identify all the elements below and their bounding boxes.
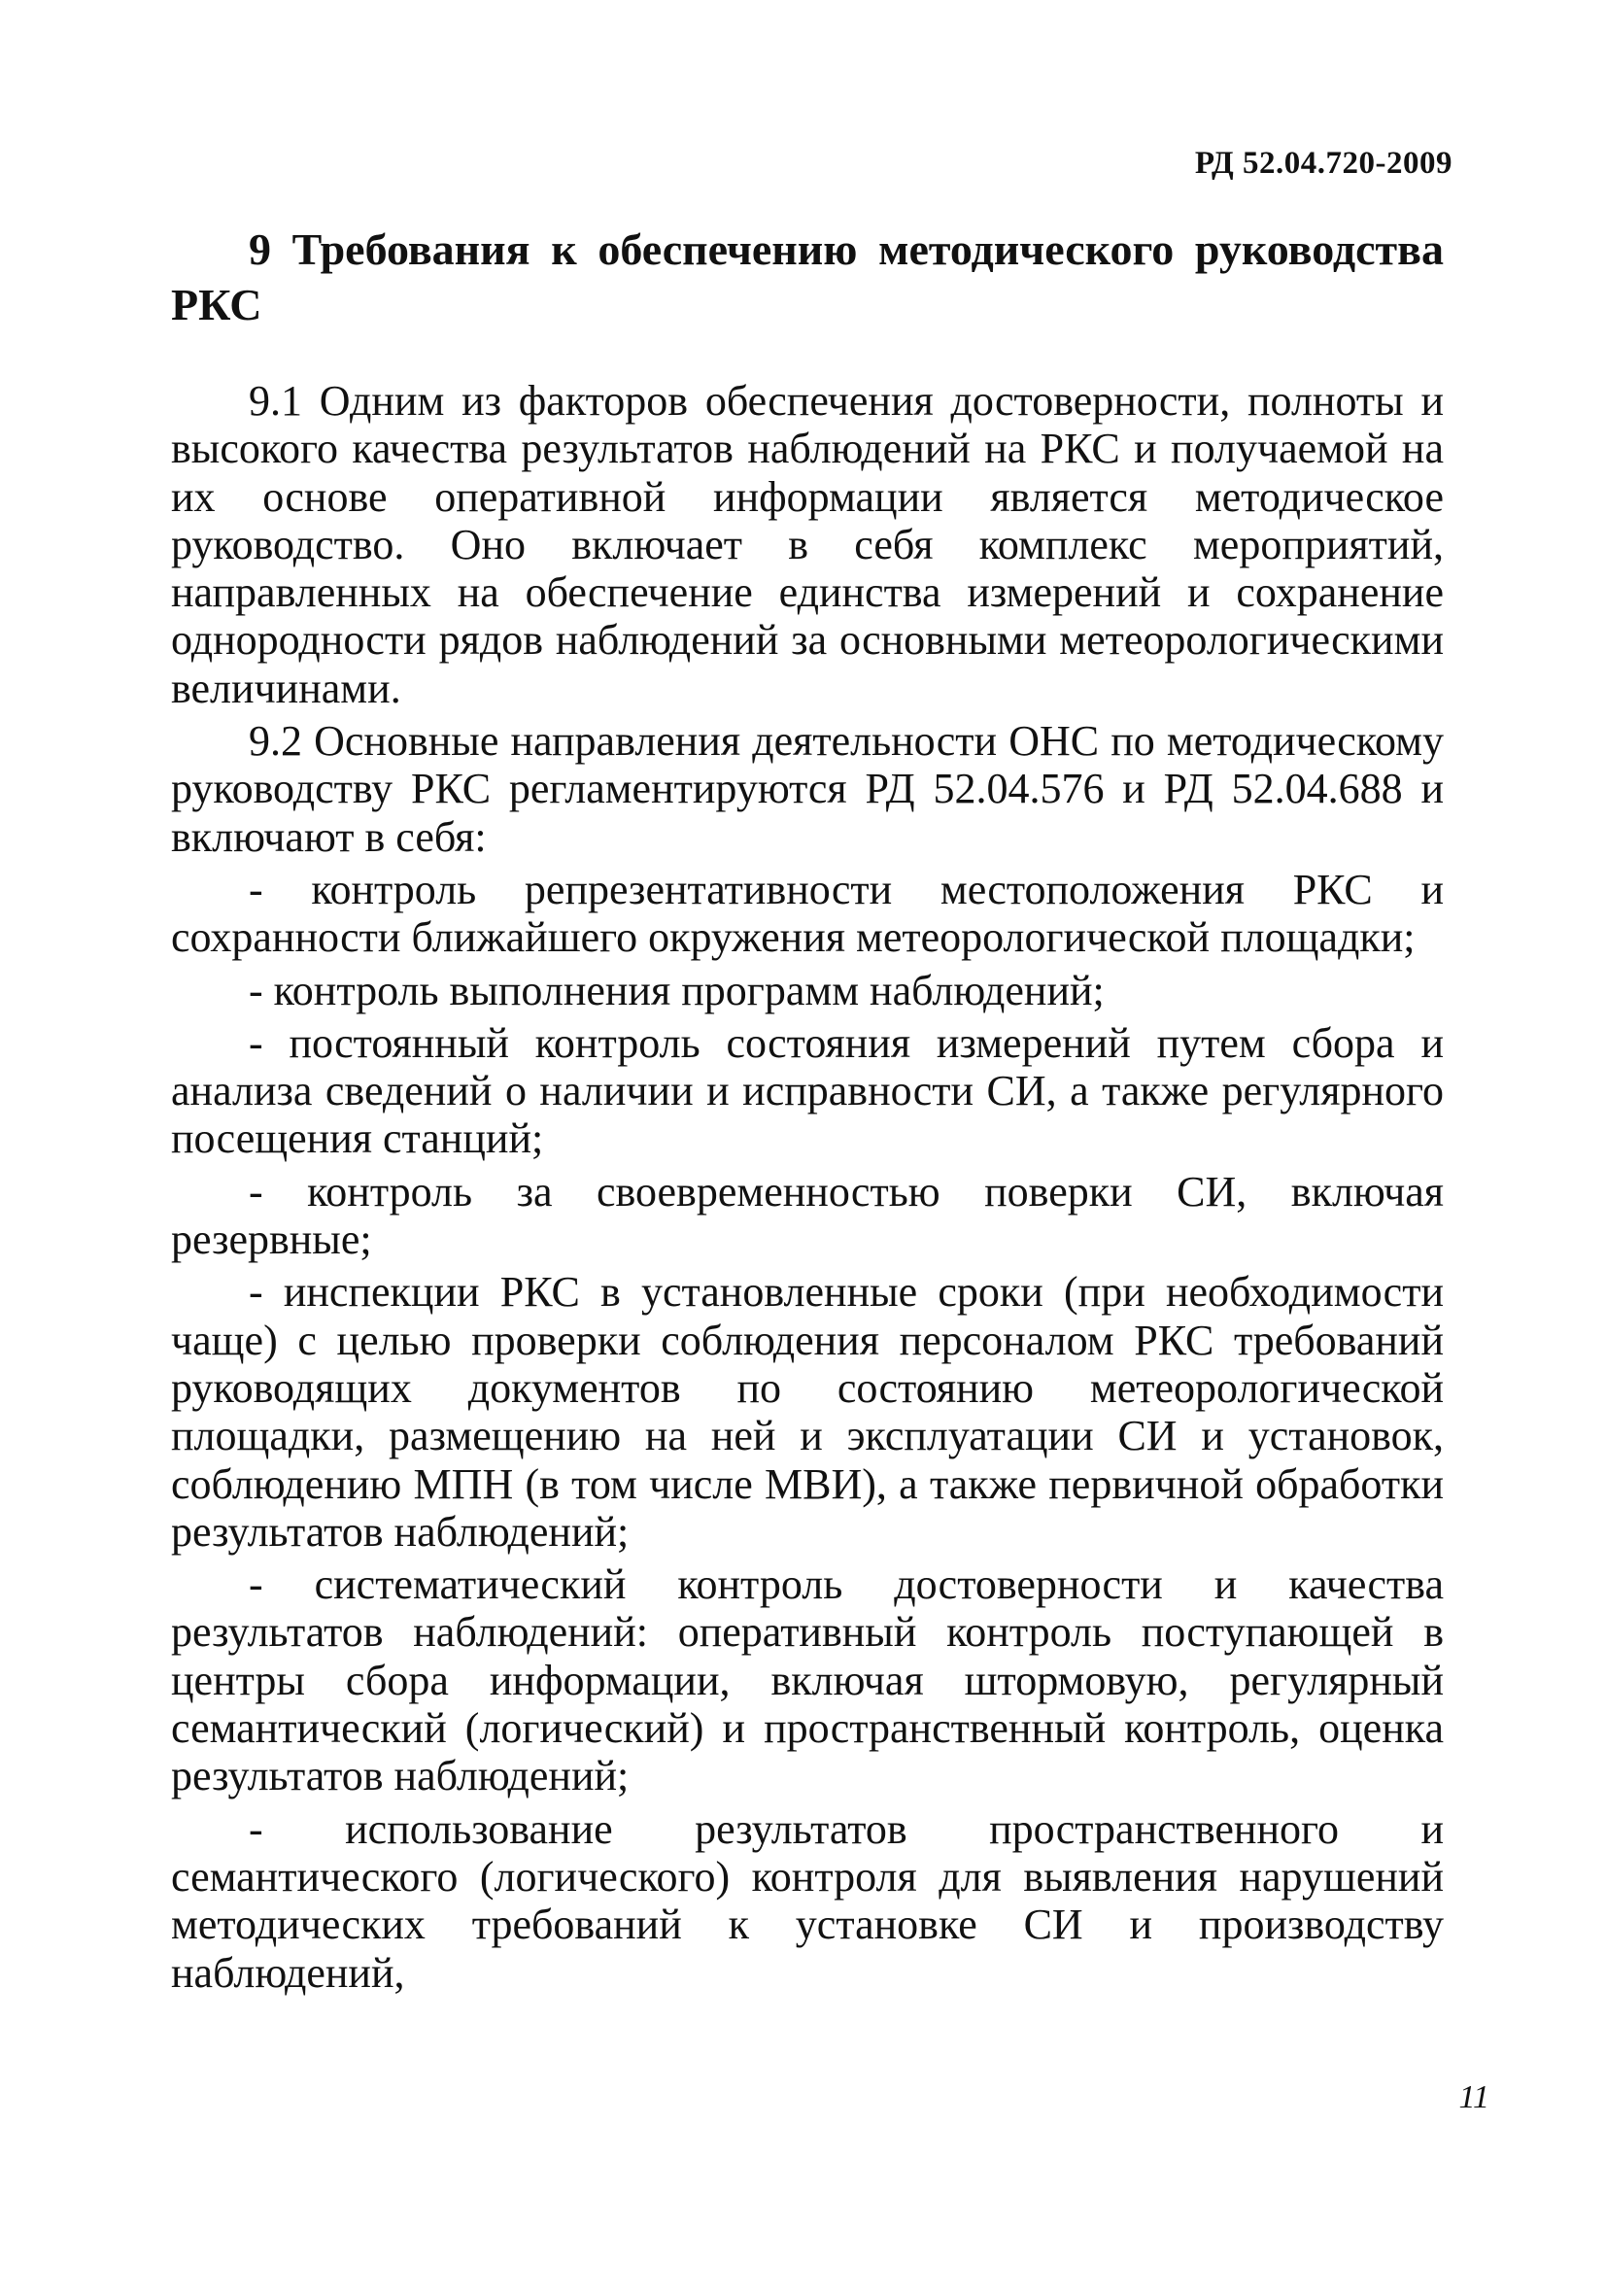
paragraph-9-1: 9.1 Одним из факторов обеспечения достоверности, полноты и высокого качества результатов наблюдений на РКС и получаемой на их основе оперативной информации является методическое руководство. Оно включает в себя комплекс мероприятий, направленных на обеспечение единства измерений и сохранение однородности рядов наблюдений за основными метеорологическими величинами. xyxy=(171,377,1444,712)
document-body xyxy=(171,377,1444,2002)
paragraph-9-2: 9.2 Основные направления деятельности ОНС по методическому руководству РКС регламентируются РД 52.04.576 и РД 52.04.688 и включают в себя: xyxy=(171,717,1444,861)
list-item: - контроль за своевременностью поверки СИ, включая резервные; xyxy=(171,1167,1444,1264)
list-item: - постоянный контроль состояния измерений путем сбора и анализа сведений о наличии и исправности СИ, а также регулярного посещения станций; xyxy=(171,1018,1444,1163)
page-number: 11 xyxy=(1458,2079,1489,2115)
list-item: - контроль репрезентативности местоположения РКС и сохранности ближайшего окружения метеорологической площадки; xyxy=(171,865,1444,962)
section-title: 9 Требования к обеспечению методического руководства РКС xyxy=(171,224,1444,329)
list-item: - систематический контроль достоверности и качества результатов наблюдений: оперативный контроль поступающей в центры сбора информации, включая штормовую, регулярный семантический (логический) и пространственный контроль, оценка результатов наблюдений; xyxy=(171,1560,1444,1800)
list-item: - инспекции РКС в установленные сроки (при необходимости чаще) с целью проверки соблюдения персоналом РКС требований руководящих документов по состоянию метеорологической площадки, размещению на ней и эксплуатации СИ и установок, соблюдению МПН (в том числе МВИ), а также первичной обработки результатов наблюдений; xyxy=(171,1268,1444,1556)
document-code: РД 52.04.720-2009 xyxy=(1194,146,1452,181)
list-item: - использование результатов пространственного и семантического (логического) контроля для выявления нарушений методических требований к установке СИ и производству наблюдений, xyxy=(171,1804,1444,1997)
list-item: - контроль выполнения программ наблюдений; xyxy=(249,966,1105,1014)
